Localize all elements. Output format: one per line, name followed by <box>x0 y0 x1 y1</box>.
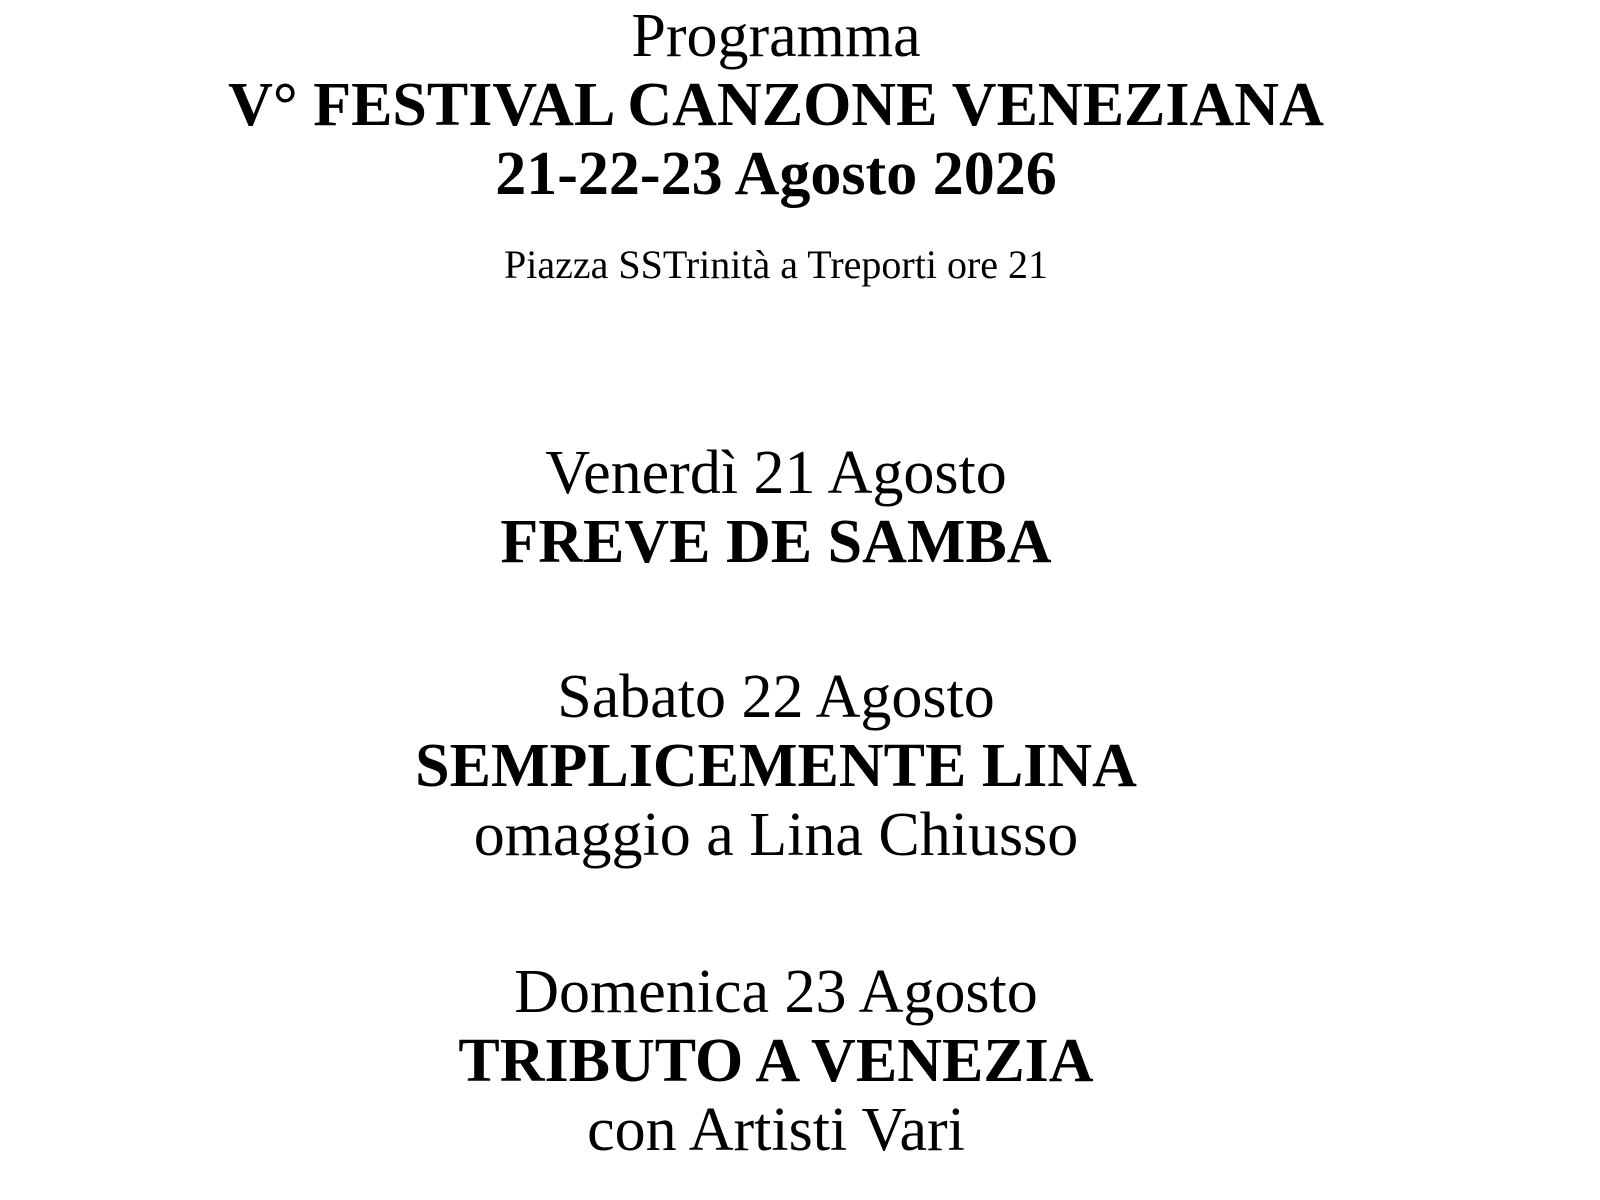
event-sunday-subtitle: con Artisti Vari <box>587 1096 965 1164</box>
event-sunday <box>0 958 1552 1165</box>
event-saturday-subtitle: omaggio a Lina Chiusso <box>473 801 1079 869</box>
festival-dates: 21-22-23 Agosto 2026 <box>495 140 1057 208</box>
event-sunday-title: TRIBUTO A VENEZIA <box>458 1027 1094 1095</box>
program-kicker: Programma <box>631 2 921 70</box>
festival-title: V° FESTIVAL CANZONE VENEZIANA <box>228 71 1324 139</box>
venue-line: Piazza SSTrinità a Treporti ore 21 <box>503 242 1049 287</box>
event-friday-date: Venerdì 21 Agosto <box>545 439 1007 507</box>
event-friday-title: FREVE DE SAMBA <box>500 508 1052 576</box>
event-friday <box>0 439 1552 577</box>
event-saturday-title: SEMPLICEMENTE LINA <box>415 732 1137 800</box>
event-sunday-date: Domenica 23 Agosto <box>514 958 1038 1026</box>
program-header <box>0 0 1552 209</box>
venue-block <box>0 242 1552 288</box>
event-saturday-date: Sabato 22 Agosto <box>557 663 995 731</box>
event-saturday <box>0 663 1552 870</box>
